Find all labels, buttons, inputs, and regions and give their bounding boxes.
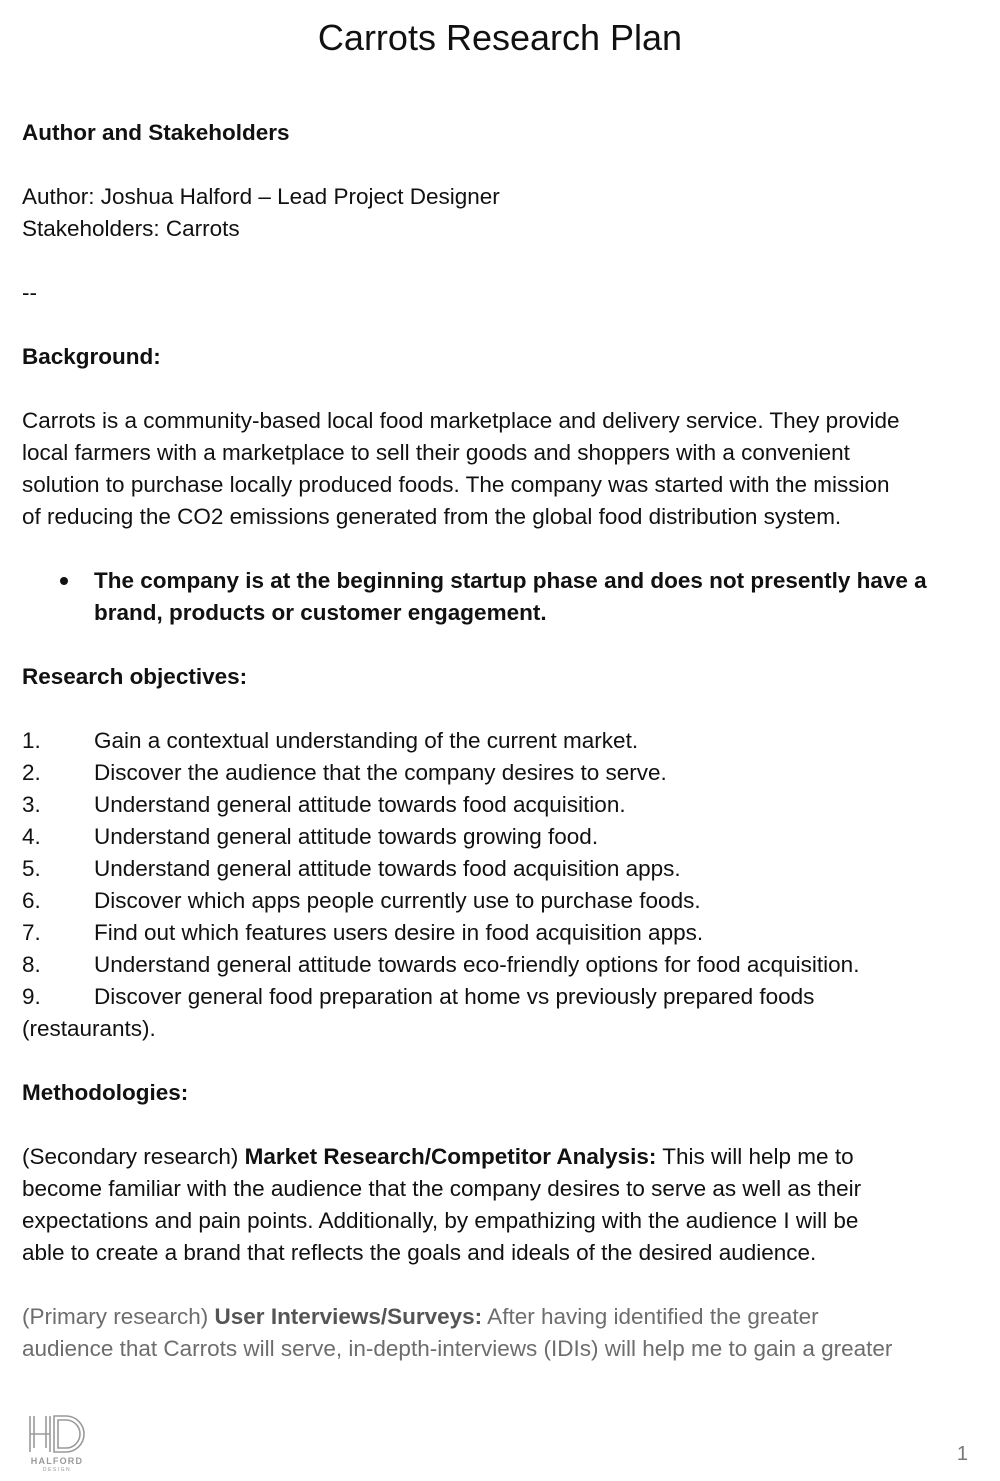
objective-text: Understand general attitude towards food acquisition apps. [94,856,681,881]
objective-text: Discover general food preparation at home vs previously prepared foods [94,984,815,1009]
paragraph-line [22,1301,972,1333]
objective-item [22,853,972,885]
objective-text: Understand general attitude towards eco-friendly options for food acquisition. [94,952,860,977]
paragraph-line: able to create a brand that reflects the goals and ideals of the desired audience. [22,1240,817,1265]
paragraph-line [22,1141,972,1173]
paragraph-line: local farmers with a marketplace to sell their goods and shoppers with a convenient [22,440,850,465]
objective-text: Discover which apps people currently use to purchase foods. [94,888,701,913]
objective-number: 4. [22,824,41,849]
objective-number: 9. [22,984,41,1009]
bullet-line: The company is at the beginning startup phase and does not presently have a [94,568,927,593]
objective-item [22,757,972,789]
page-number: 1 [956,1443,968,1465]
objective-item [22,917,972,949]
objective-number: 2. [22,760,41,785]
objective-item [22,789,972,821]
method-name: User Interviews/Surveys: [214,1304,483,1329]
objective-number: 8. [22,952,41,977]
objectives-heading: Research objectives: [22,664,248,689]
objective-number: 7. [22,920,41,945]
objective-item [22,725,972,757]
bullet-line: brand, products or customer engagement. [94,600,547,625]
paragraph-line: of reducing the CO2 emissions generated from the global food distribution system. [22,504,842,529]
author-section-heading: Author and Stakeholders [22,120,290,145]
bullet-icon [60,577,68,585]
methodologies-heading: Methodologies: [22,1080,189,1105]
paragraph-line: solution to purchase locally produced foods. The company was started with the mission [22,472,890,497]
research-type-label: (Primary research) [22,1304,215,1329]
objective-text: Gain a contextual understanding of the current market. [94,728,639,753]
objective-item [22,949,972,981]
background-heading: Background: [22,344,161,369]
section-separator: -- [22,280,37,305]
paragraph-line: expectations and pain points. Additionally, by empathizing with the audience I will be [22,1208,859,1233]
method-name: Market Research/Competitor Analysis: [244,1144,657,1169]
method-description: This will help me to [656,1144,854,1169]
logo-wordmark: HALFORD [30,1456,84,1466]
primary-research-paragraph [22,1301,972,1365]
background-paragraph [22,405,972,533]
bullet-item [22,565,972,629]
secondary-research-paragraph [22,1141,972,1269]
logo-subtext: DESIGN [42,1467,72,1472]
research-type-label: (Secondary research) [22,1144,245,1169]
document-title: Carrots Research Plan [317,17,683,58]
objective-text: Discover the audience that the company desires to serve. [94,760,667,785]
objective-number: 3. [22,792,41,817]
objectives-list [22,725,972,1045]
objective-item [22,885,972,917]
logo-mark-icon [26,1412,88,1472]
stakeholders-line: Stakeholders: Carrots [22,216,240,241]
author-line: Author: Joshua Halford – Lead Project Designer [22,184,500,209]
paragraph-line: audience that Carrots will serve, in-depth-interviews (IDIs) will help me to gain a greater [22,1336,893,1361]
document-page [22,0,972,1365]
method-description: After having identified the greater [482,1304,819,1329]
paragraph-line: Carrots is a community-based local food marketplace and delivery service. They provide [22,408,900,433]
paragraph-line: become familiar with the audience that the company desires to serve as well as their [22,1176,862,1201]
objective-text: Find out which features users desire in food acquisition apps. [94,920,704,945]
halford-design-logo [26,1412,88,1472]
background-bullet-list [22,565,972,629]
objective-item [22,981,972,1045]
objective-text: Understand general attitude towards growing food. [94,824,599,849]
objective-number: 5. [22,856,41,881]
objective-text-continuation: (restaurants). [22,1016,156,1041]
objective-item [22,821,972,853]
objective-number: 1. [22,728,41,753]
objective-text: Understand general attitude towards food acquisition. [94,792,626,817]
objective-number: 6. [22,888,41,913]
